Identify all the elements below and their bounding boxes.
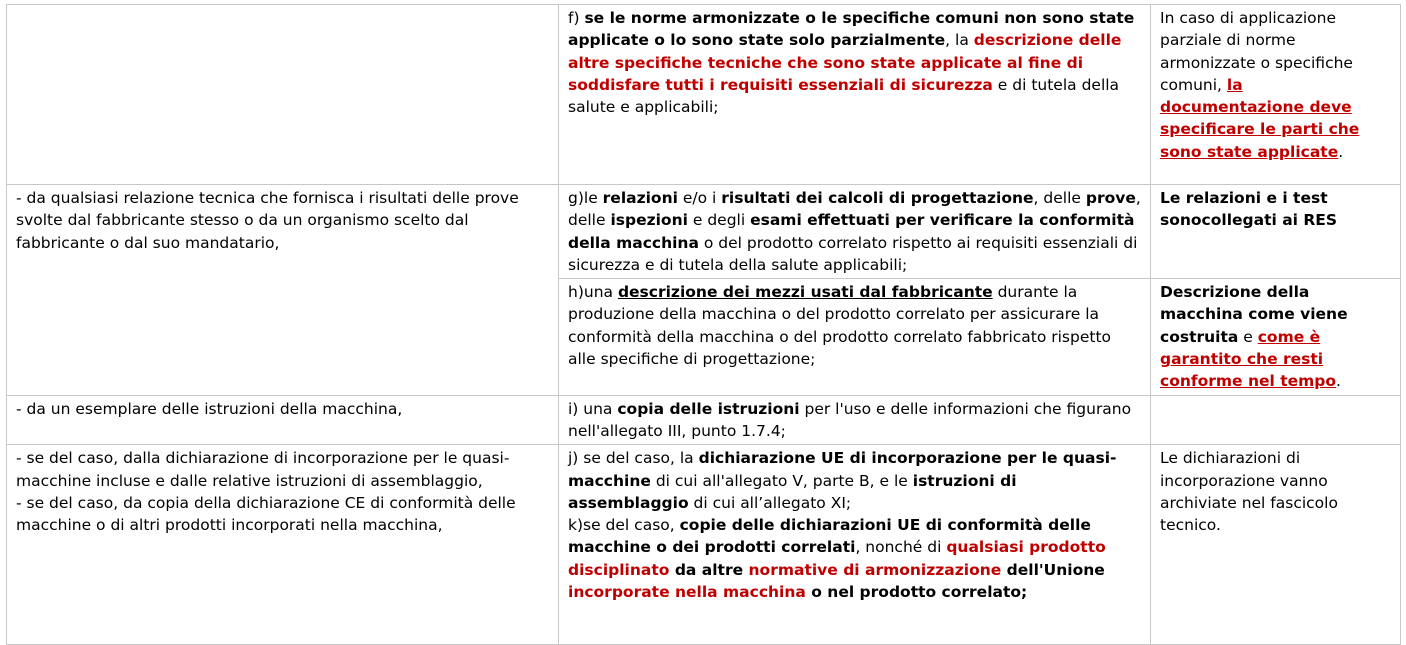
source-line: - se del caso, da copia della dichiarazione CE di conformità delle macchine o di altri prodotti incorporati nella macchina, [16,493,516,535]
bold-text: o nel prodotto correlato; [805,583,1028,602]
table-row-g [7,185,1401,279]
text: durante la produzione della macchina o del prodotto correlato per assicurare la conformità della macchina o del prodotto correlato fabbricato rispetto alle specifiche di progettazione; [568,283,1112,369]
note-text: In caso di applicazione parziale di norme armonizzate o specifiche comuni, [1160,9,1353,94]
highlight-text: descrizione delle altre specifiche tecniche che sono state applicate al fine di soddisfare tutti i requisiti essenziali di sicurezza [568,31,1122,94]
bold-text: istruzioni di assemblaggio [568,471,1017,512]
table-row-i [7,395,1401,445]
text: di cui all'allegato V, parte B, e le [650,471,913,490]
note-cell-g: Le relazioni e i test sonocollegati ai RES [1151,185,1401,279]
note-highlight: come è garantito che resti conforme nel tempo [1160,327,1337,391]
text: , la [945,31,974,50]
requirement-cell-f [559,5,1151,185]
item-label-k: k)se del caso, [568,516,680,535]
source-cell-g: - da qualsiasi relazione tecnica che fornisca i risultati delle prove svolte dal fabbricante stesso o da un organismo scelto dal fabbricante o dal suo mandatario, [7,185,559,396]
note-text: . [1336,372,1341,391]
source-line: - se del caso, dalla dichiarazione di incorporazione per le quasi-macchine incluse e dalle relative istruzioni di assemblaggio, [16,449,510,490]
text: e degli [687,211,751,230]
item-label-h: h)una [568,283,618,302]
text: o del prodotto correlato rispetto ai requisiti essenziali di sicurezza e di tutela della salute applicabili; [568,233,1138,274]
note-highlight: la documentazione deve specificare le parti che sono state applicate [1160,75,1360,161]
source-cell-i: - da un esemplare delle istruzioni della macchina, [7,395,559,445]
item-label-i: i) una [568,399,618,418]
text: , delle [1033,189,1086,207]
bold-text: dell'Unione [1001,560,1105,579]
item-label-j: j) se del caso, la [568,449,699,468]
bold-text: risultati dei calcoli di progettazione [721,189,1034,207]
text: per l'uso e delle informazioni che figurano nell'allegato III, punto 1.7.4; [568,399,1132,440]
requirement-cell-i [559,395,1151,445]
bold-text: esami effettuati per verificare la conformità della macchina [568,211,1135,252]
bold-text: prove [1085,189,1136,207]
left-cell-empty [7,5,559,185]
note-text: . [1338,142,1344,161]
text: e di tutela della salute e applicabili; [568,75,1120,117]
bold-underlined-text: descrizione dei mezzi usati dal fabbricante [617,283,993,302]
highlight-text: normative di armonizzazione [748,560,1002,579]
bold-text: relazioni [602,189,678,207]
bold-text: copie delle dichiarazioni UE di conformità delle macchine o dei prodotti correlati [568,516,1091,557]
source-cell-jk [7,445,559,645]
note-bold: Descrizione della macchina come viene costruita [1160,283,1348,346]
requirement-cell-h [559,279,1151,395]
item-k [568,514,1142,603]
text: di cui all’allegato XI; [688,493,852,512]
requirement-cell-g [559,185,1151,279]
table-row-jk [7,445,1401,645]
bold-text: se le norme armonizzate o le specifiche comuni non sono state applicate o lo sono state solo parzialmente [568,9,1135,50]
item-label-f: f) [568,9,585,27]
text: e/o i [677,189,722,207]
item-label-g: g)le [568,189,603,207]
table-row-f [7,5,1401,185]
note-text: e [1238,327,1258,346]
requirement-cell-jk [559,445,1151,645]
text: , delle [568,189,1141,230]
note-cell-f [1151,5,1401,185]
bold-text: da altre [669,560,749,579]
note-cell-i-empty [1151,395,1401,445]
bold-text: copia delle istruzioni [617,399,800,418]
item-j [568,447,1142,514]
technical-file-table [6,4,1401,645]
text: , nonché di [855,538,947,557]
note-cell-h [1151,279,1401,395]
bold-text: ispezioni [610,211,688,230]
note-cell-jk: Le dichiarazioni di incorporazione vanno archiviate nel fascicolo tecnico. [1151,445,1401,645]
highlight-text: incorporate nella macchina [568,583,806,602]
highlight-text: qualsiasi prodotto disciplinato [568,538,1106,579]
bold-text: dichiarazione UE di incorporazione per le quasi-macchine [568,449,1117,490]
